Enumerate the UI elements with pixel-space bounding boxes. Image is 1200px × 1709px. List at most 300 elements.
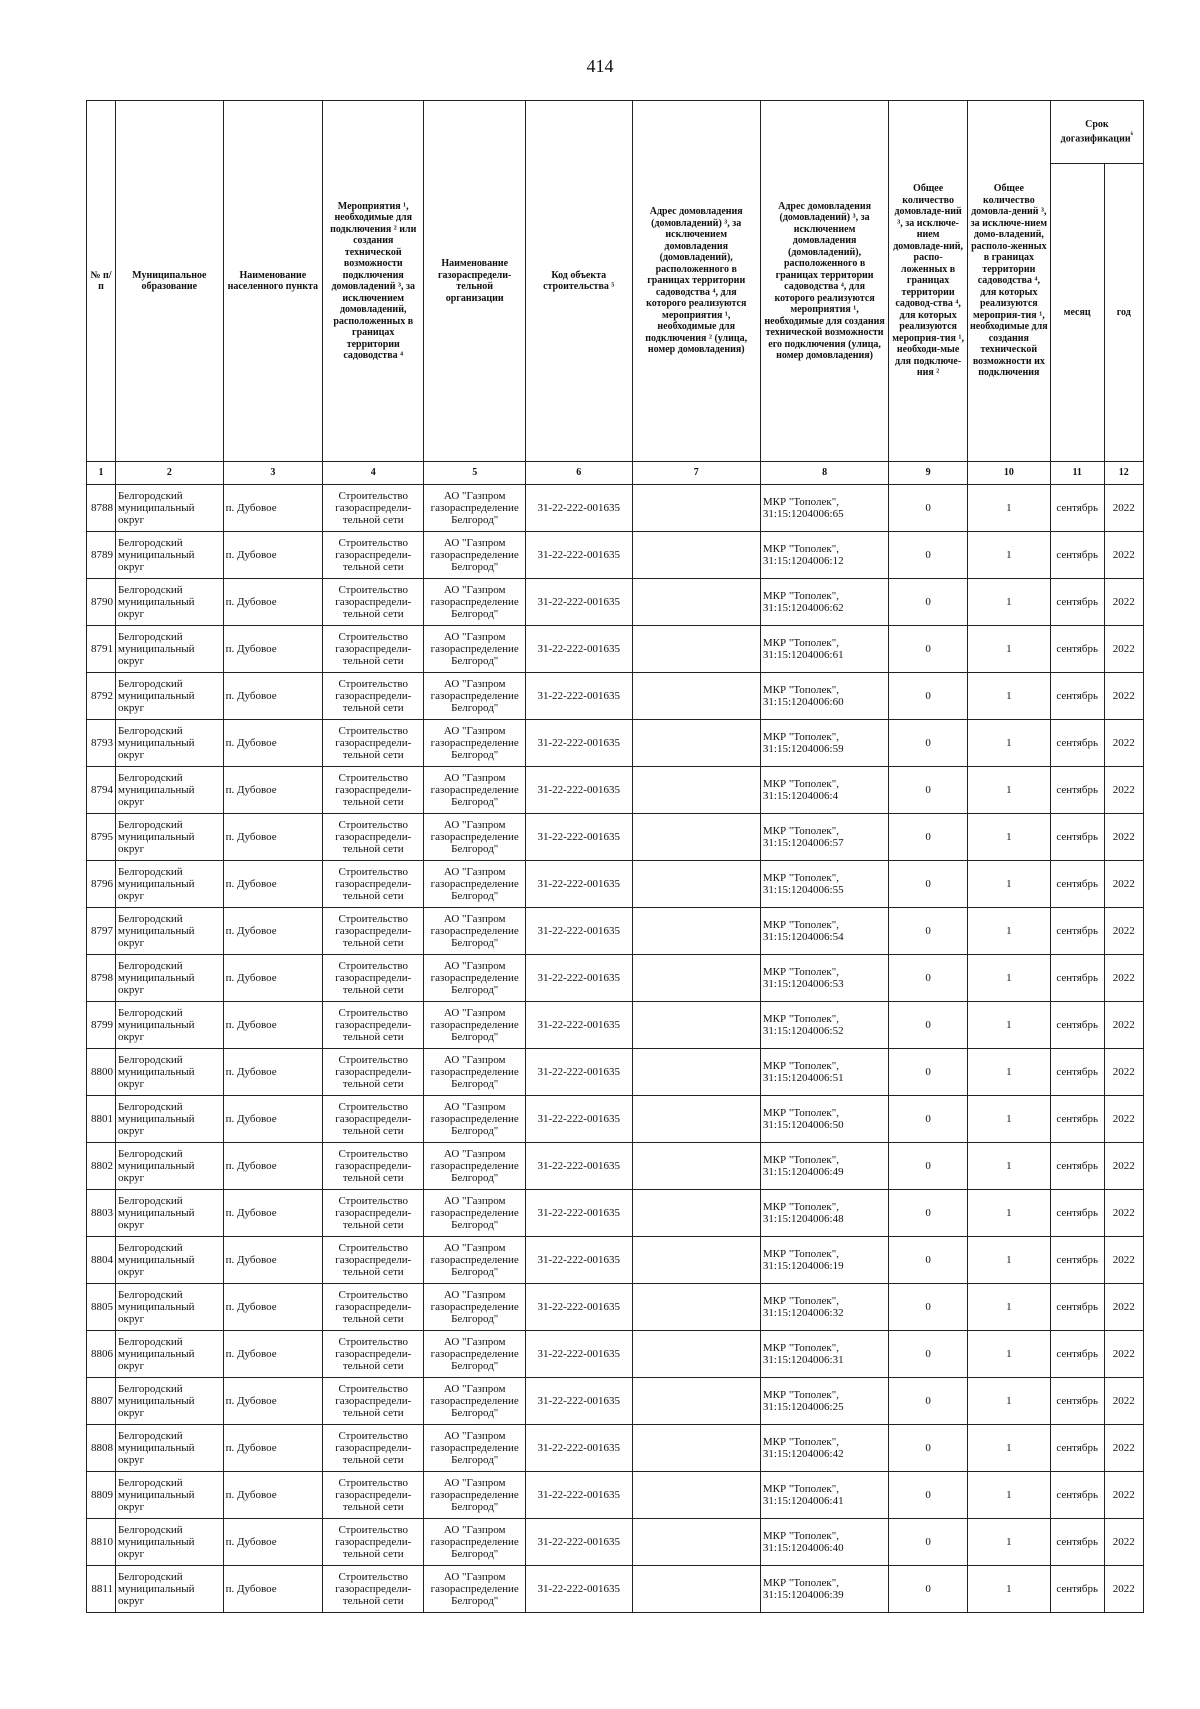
measure-cell: Строительство газораспредели-тельной сети bbox=[323, 673, 424, 720]
settlement-cell: п. Дубовое bbox=[223, 1190, 322, 1237]
municipality-cell: Белгородский муниципальный округ bbox=[115, 532, 223, 579]
object-code-cell: 31-22-222-001635 bbox=[525, 1143, 632, 1190]
column-number: 11 bbox=[1050, 462, 1104, 485]
count-connection-cell: 0 bbox=[889, 1284, 968, 1331]
count-connection-cell: 0 bbox=[889, 1425, 968, 1472]
count-capability-cell: 1 bbox=[967, 814, 1050, 861]
municipality-cell: Белгородский муниципальный округ bbox=[115, 1519, 223, 1566]
municipality-cell: Белгородский муниципальный округ bbox=[115, 1237, 223, 1284]
count-connection-cell: 0 bbox=[889, 1237, 968, 1284]
object-code-cell: 31-22-222-001635 bbox=[525, 485, 632, 532]
count-capability-cell: 1 bbox=[967, 720, 1050, 767]
object-code-cell: 31-22-222-001635 bbox=[525, 1096, 632, 1143]
measure-cell: Строительство газораспредели-тельной сети bbox=[323, 1049, 424, 1096]
address-connection-cell bbox=[632, 861, 760, 908]
year-cell: 2022 bbox=[1104, 1190, 1143, 1237]
count-connection-cell: 0 bbox=[889, 579, 968, 626]
count-capability-cell: 1 bbox=[967, 955, 1050, 1002]
settlement-cell: п. Дубовое bbox=[223, 908, 322, 955]
table-row bbox=[87, 1472, 1144, 1519]
settlement-cell: п. Дубовое bbox=[223, 720, 322, 767]
row-number: 8802 bbox=[87, 1143, 116, 1190]
count-connection-cell: 0 bbox=[889, 1566, 968, 1613]
count-capability-cell: 1 bbox=[967, 1284, 1050, 1331]
column-number: 2 bbox=[115, 462, 223, 485]
year-cell: 2022 bbox=[1104, 673, 1143, 720]
address-capability-cell: МКР "Тополек", 31:15:1204006:57 bbox=[760, 814, 888, 861]
count-connection-cell: 0 bbox=[889, 767, 968, 814]
object-code-cell: 31-22-222-001635 bbox=[525, 767, 632, 814]
settlement-cell: п. Дубовое bbox=[223, 1096, 322, 1143]
row-number: 8804 bbox=[87, 1237, 116, 1284]
gas-org-cell: АО "Газпром газораспределение Белгород" bbox=[424, 955, 525, 1002]
count-capability-cell: 1 bbox=[967, 1143, 1050, 1190]
month-cell: сентябрь bbox=[1050, 767, 1104, 814]
address-capability-cell: МКР "Тополек", 31:15:1204006:62 bbox=[760, 579, 888, 626]
object-code-cell: 31-22-222-001635 bbox=[525, 1425, 632, 1472]
measure-cell: Строительство газораспредели-тельной сети bbox=[323, 626, 424, 673]
measure-cell: Строительство газораспредели-тельной сети bbox=[323, 1425, 424, 1472]
row-number: 8795 bbox=[87, 814, 116, 861]
gas-org-cell: АО "Газпром газораспределение Белгород" bbox=[424, 1190, 525, 1237]
table-row bbox=[87, 861, 1144, 908]
object-code-cell: 31-22-222-001635 bbox=[525, 908, 632, 955]
measure-cell: Строительство газораспредели-тельной сети bbox=[323, 861, 424, 908]
settlement-cell: п. Дубовое bbox=[223, 1143, 322, 1190]
gas-org-cell: АО "Газпром газораспределение Белгород" bbox=[424, 1378, 525, 1425]
month-cell: сентябрь bbox=[1050, 1284, 1104, 1331]
count-connection-cell: 0 bbox=[889, 532, 968, 579]
month-cell: сентябрь bbox=[1050, 861, 1104, 908]
gas-org-cell: АО "Газпром газораспределение Белгород" bbox=[424, 1425, 525, 1472]
measure-cell: Строительство газораспредели-тельной сети bbox=[323, 955, 424, 1002]
address-connection-cell bbox=[632, 814, 760, 861]
municipality-cell: Белгородский муниципальный округ bbox=[115, 720, 223, 767]
count-connection-cell: 0 bbox=[889, 673, 968, 720]
year-cell: 2022 bbox=[1104, 908, 1143, 955]
measure-cell: Строительство газораспредели-тельной сети bbox=[323, 908, 424, 955]
settlement-cell: п. Дубовое bbox=[223, 767, 322, 814]
settlement-cell: п. Дубовое bbox=[223, 1237, 322, 1284]
month-cell: сентябрь bbox=[1050, 1331, 1104, 1378]
count-connection-cell: 0 bbox=[889, 814, 968, 861]
address-connection-cell bbox=[632, 1002, 760, 1049]
settlement-cell: п. Дубовое bbox=[223, 955, 322, 1002]
gas-org-cell: АО "Газпром газораспределение Белгород" bbox=[424, 767, 525, 814]
municipality-cell: Белгородский муниципальный округ bbox=[115, 1378, 223, 1425]
gas-org-cell: АО "Газпром газораспределение Белгород" bbox=[424, 814, 525, 861]
year-cell: 2022 bbox=[1104, 955, 1143, 1002]
header-deadline-group bbox=[1050, 101, 1143, 164]
count-capability-cell: 1 bbox=[967, 1049, 1050, 1096]
count-connection-cell: 0 bbox=[889, 720, 968, 767]
gas-org-cell: АО "Газпром газораспределение Белгород" bbox=[424, 1331, 525, 1378]
municipality-cell: Белгородский муниципальный округ bbox=[115, 626, 223, 673]
month-cell: сентябрь bbox=[1050, 720, 1104, 767]
address-capability-cell: МКР "Тополек", 31:15:1204006:25 bbox=[760, 1378, 888, 1425]
month-cell: сентябрь bbox=[1050, 1378, 1104, 1425]
address-capability-cell: МКР "Тополек", 31:15:1204006:31 bbox=[760, 1331, 888, 1378]
count-capability-cell: 1 bbox=[967, 1096, 1050, 1143]
measure-cell: Строительство газораспредели-тельной сети bbox=[323, 1237, 424, 1284]
count-capability-cell: 1 bbox=[967, 626, 1050, 673]
gas-org-cell: АО "Газпром газораспределение Белгород" bbox=[424, 1049, 525, 1096]
row-number: 8798 bbox=[87, 955, 116, 1002]
gas-org-cell: АО "Газпром газораспределение Белгород" bbox=[424, 485, 525, 532]
address-capability-cell: МКР "Тополек", 31:15:1204006:59 bbox=[760, 720, 888, 767]
count-capability-cell: 1 bbox=[967, 1519, 1050, 1566]
row-number: 8803 bbox=[87, 1190, 116, 1237]
object-code-cell: 31-22-222-001635 bbox=[525, 955, 632, 1002]
row-number: 8791 bbox=[87, 626, 116, 673]
address-capability-cell: МКР "Тополек", 31:15:1204006:51 bbox=[760, 1049, 888, 1096]
municipality-cell: Белгородский муниципальный округ bbox=[115, 861, 223, 908]
measure-cell: Строительство газораспредели-тельной сети bbox=[323, 720, 424, 767]
settlement-cell: п. Дубовое bbox=[223, 1519, 322, 1566]
gas-org-cell: АО "Газпром газораспределение Белгород" bbox=[424, 1237, 525, 1284]
row-number: 8806 bbox=[87, 1331, 116, 1378]
month-cell: сентябрь bbox=[1050, 1237, 1104, 1284]
municipality-cell: Белгородский муниципальный округ bbox=[115, 908, 223, 955]
settlement-cell: п. Дубовое bbox=[223, 1331, 322, 1378]
settlement-cell: п. Дубовое bbox=[223, 485, 322, 532]
table-row bbox=[87, 908, 1144, 955]
count-connection-cell: 0 bbox=[889, 1331, 968, 1378]
column-number: 5 bbox=[424, 462, 525, 485]
year-cell: 2022 bbox=[1104, 1425, 1143, 1472]
table-row bbox=[87, 1331, 1144, 1378]
settlement-cell: п. Дубовое bbox=[223, 1378, 322, 1425]
header-deadline-footnote: ⁶ bbox=[1130, 130, 1134, 140]
address-capability-cell: МКР "Тополек", 31:15:1204006:4 bbox=[760, 767, 888, 814]
count-capability-cell: 1 bbox=[967, 485, 1050, 532]
address-capability-cell: МКР "Тополек", 31:15:1204006:54 bbox=[760, 908, 888, 955]
settlement-cell: п. Дубовое bbox=[223, 626, 322, 673]
measure-cell: Строительство газораспредели-тельной сети bbox=[323, 1519, 424, 1566]
table-row bbox=[87, 1002, 1144, 1049]
gasification-table bbox=[86, 100, 1144, 1613]
header-object-code: Код объекта строительства ⁵ bbox=[525, 101, 632, 462]
count-capability-cell: 1 bbox=[967, 1378, 1050, 1425]
address-capability-cell: МКР "Тополек", 31:15:1204006:12 bbox=[760, 532, 888, 579]
object-code-cell: 31-22-222-001635 bbox=[525, 1002, 632, 1049]
municipality-cell: Белгородский муниципальный округ bbox=[115, 579, 223, 626]
column-number-row bbox=[87, 462, 1144, 485]
address-capability-cell: МКР "Тополек", 31:15:1204006:55 bbox=[760, 861, 888, 908]
table-row bbox=[87, 1237, 1144, 1284]
row-number: 8810 bbox=[87, 1519, 116, 1566]
table-row bbox=[87, 767, 1144, 814]
count-capability-cell: 1 bbox=[967, 1331, 1050, 1378]
month-cell: сентябрь bbox=[1050, 1566, 1104, 1613]
row-number: 8793 bbox=[87, 720, 116, 767]
municipality-cell: Белгородский муниципальный округ bbox=[115, 955, 223, 1002]
header-municipality: Муниципальное образование bbox=[115, 101, 223, 462]
settlement-cell: п. Дубовое bbox=[223, 861, 322, 908]
measure-cell: Строительство газораспредели-тельной сети bbox=[323, 1002, 424, 1049]
address-connection-cell bbox=[632, 1472, 760, 1519]
address-capability-cell: МКР "Тополек", 31:15:1204006:53 bbox=[760, 955, 888, 1002]
gas-org-cell: АО "Газпром газораспределение Белгород" bbox=[424, 1472, 525, 1519]
address-connection-cell bbox=[632, 579, 760, 626]
year-cell: 2022 bbox=[1104, 1519, 1143, 1566]
row-number: 8799 bbox=[87, 1002, 116, 1049]
measure-cell: Строительство газораспредели-тельной сети bbox=[323, 1378, 424, 1425]
year-cell: 2022 bbox=[1104, 814, 1143, 861]
row-number: 8805 bbox=[87, 1284, 116, 1331]
header-num: № п/п bbox=[87, 101, 116, 462]
column-number: 4 bbox=[323, 462, 424, 485]
column-number: 12 bbox=[1104, 462, 1143, 485]
address-capability-cell: МКР "Тополек", 31:15:1204006:48 bbox=[760, 1190, 888, 1237]
month-cell: сентябрь bbox=[1050, 908, 1104, 955]
settlement-cell: п. Дубовое bbox=[223, 1284, 322, 1331]
address-connection-cell bbox=[632, 908, 760, 955]
count-connection-cell: 0 bbox=[889, 1378, 968, 1425]
address-capability-cell: МКР "Тополек", 31:15:1204006:60 bbox=[760, 673, 888, 720]
measure-cell: Строительство газораспредели-тельной сети bbox=[323, 1190, 424, 1237]
row-number: 8790 bbox=[87, 579, 116, 626]
address-connection-cell bbox=[632, 1096, 760, 1143]
measure-cell: Строительство газораспредели-тельной сети bbox=[323, 1566, 424, 1613]
table-row bbox=[87, 1566, 1144, 1613]
count-connection-cell: 0 bbox=[889, 626, 968, 673]
address-connection-cell bbox=[632, 1425, 760, 1472]
year-cell: 2022 bbox=[1104, 579, 1143, 626]
column-number: 9 bbox=[889, 462, 968, 485]
table-row bbox=[87, 1519, 1144, 1566]
municipality-cell: Белгородский муниципальный округ bbox=[115, 1331, 223, 1378]
measure-cell: Строительство газораспредели-тельной сети bbox=[323, 1331, 424, 1378]
settlement-cell: п. Дубовое bbox=[223, 1425, 322, 1472]
table-row bbox=[87, 1284, 1144, 1331]
year-cell: 2022 bbox=[1104, 1096, 1143, 1143]
row-number: 8788 bbox=[87, 485, 116, 532]
year-cell: 2022 bbox=[1104, 1049, 1143, 1096]
municipality-cell: Белгородский муниципальный округ bbox=[115, 814, 223, 861]
object-code-cell: 31-22-222-001635 bbox=[525, 1190, 632, 1237]
month-cell: сентябрь bbox=[1050, 1049, 1104, 1096]
address-connection-cell bbox=[632, 1284, 760, 1331]
settlement-cell: п. Дубовое bbox=[223, 579, 322, 626]
count-capability-cell: 1 bbox=[967, 579, 1050, 626]
gas-org-cell: АО "Газпром газораспределение Белгород" bbox=[424, 1002, 525, 1049]
table-row bbox=[87, 532, 1144, 579]
object-code-cell: 31-22-222-001635 bbox=[525, 814, 632, 861]
column-number: 1 bbox=[87, 462, 116, 485]
month-cell: сентябрь bbox=[1050, 532, 1104, 579]
count-capability-cell: 1 bbox=[967, 1425, 1050, 1472]
count-connection-cell: 0 bbox=[889, 485, 968, 532]
object-code-cell: 31-22-222-001635 bbox=[525, 1237, 632, 1284]
header-year: год bbox=[1104, 164, 1143, 462]
month-cell: сентябрь bbox=[1050, 955, 1104, 1002]
count-capability-cell: 1 bbox=[967, 1566, 1050, 1613]
municipality-cell: Белгородский муниципальный округ bbox=[115, 1425, 223, 1472]
gas-org-cell: АО "Газпром газораспределение Белгород" bbox=[424, 1519, 525, 1566]
count-connection-cell: 0 bbox=[889, 1143, 968, 1190]
count-connection-cell: 0 bbox=[889, 1049, 968, 1096]
count-connection-cell: 0 bbox=[889, 1472, 968, 1519]
column-number: 8 bbox=[760, 462, 888, 485]
header-count-connection: Общее количество домовладе-ний ³, за исключе-нием домовладе-ний, распо-ложенных в границах территории садовод-ства ⁴, для которых реализуются мероприя-тия ¹, необходи-мые для подключе-ния ² bbox=[889, 101, 968, 462]
header-count-capability: Общее количество домовла-дений ³, за исключе-нием домо-владений, располо-женных в границах территории садоводства ⁴, для которых реализуются мероприя-тия ¹, необходимые для создания технической возможности их подключения bbox=[967, 101, 1050, 462]
object-code-cell: 31-22-222-001635 bbox=[525, 1331, 632, 1378]
settlement-cell: п. Дубовое bbox=[223, 814, 322, 861]
table-row bbox=[87, 720, 1144, 767]
year-cell: 2022 bbox=[1104, 485, 1143, 532]
page-number: 414 bbox=[586, 56, 614, 76]
month-cell: сентябрь bbox=[1050, 814, 1104, 861]
measure-cell: Строительство газораспредели-тельной сети bbox=[323, 767, 424, 814]
municipality-cell: Белгородский муниципальный округ bbox=[115, 1049, 223, 1096]
object-code-cell: 31-22-222-001635 bbox=[525, 579, 632, 626]
count-capability-cell: 1 bbox=[967, 1190, 1050, 1237]
settlement-cell: п. Дубовое bbox=[223, 1049, 322, 1096]
count-capability-cell: 1 bbox=[967, 767, 1050, 814]
gas-org-cell: АО "Газпром газораспределение Белгород" bbox=[424, 1096, 525, 1143]
object-code-cell: 31-22-222-001635 bbox=[525, 1378, 632, 1425]
object-code-cell: 31-22-222-001635 bbox=[525, 720, 632, 767]
object-code-cell: 31-22-222-001635 bbox=[525, 1049, 632, 1096]
address-capability-cell: МКР "Тополек", 31:15:1204006:41 bbox=[760, 1472, 888, 1519]
count-capability-cell: 1 bbox=[967, 861, 1050, 908]
measure-cell: Строительство газораспредели-тельной сети bbox=[323, 485, 424, 532]
table-row bbox=[87, 1378, 1144, 1425]
month-cell: сентябрь bbox=[1050, 579, 1104, 626]
address-capability-cell: МКР "Тополек", 31:15:1204006:42 bbox=[760, 1425, 888, 1472]
count-connection-cell: 0 bbox=[889, 861, 968, 908]
gas-org-cell: АО "Газпром газораспределение Белгород" bbox=[424, 1284, 525, 1331]
address-capability-cell: МКР "Тополек", 31:15:1204006:61 bbox=[760, 626, 888, 673]
gas-org-cell: АО "Газпром газораспределение Белгород" bbox=[424, 1566, 525, 1613]
year-cell: 2022 bbox=[1104, 1378, 1143, 1425]
object-code-cell: 31-22-222-001635 bbox=[525, 1519, 632, 1566]
year-cell: 2022 bbox=[1104, 1237, 1143, 1284]
header-address-capability: Адрес домовладения (домовладений) ³, за исключением домовладения (домовладений), расположенного в границах территории садоводства ⁴, для которого реализуются мероприятия ¹, необходимые для создания технической возможности его подключения (улица, номер домовладения) bbox=[760, 101, 888, 462]
municipality-cell: Белгородский муниципальный округ bbox=[115, 1284, 223, 1331]
column-number: 3 bbox=[223, 462, 322, 485]
address-capability-cell: МКР "Тополек", 31:15:1204006:50 bbox=[760, 1096, 888, 1143]
address-connection-cell bbox=[632, 1519, 760, 1566]
month-cell: сентябрь bbox=[1050, 1519, 1104, 1566]
measure-cell: Строительство газораспредели-тельной сети bbox=[323, 814, 424, 861]
row-number: 8789 bbox=[87, 532, 116, 579]
settlement-cell: п. Дубовое bbox=[223, 673, 322, 720]
month-cell: сентябрь bbox=[1050, 1002, 1104, 1049]
row-number: 8796 bbox=[87, 861, 116, 908]
measure-cell: Строительство газораспредели-тельной сети bbox=[323, 1096, 424, 1143]
settlement-cell: п. Дубовое bbox=[223, 1566, 322, 1613]
gas-org-cell: АО "Газпром газораспределение Белгород" bbox=[424, 579, 525, 626]
count-capability-cell: 1 bbox=[967, 1472, 1050, 1519]
year-cell: 2022 bbox=[1104, 1143, 1143, 1190]
header-month: месяц bbox=[1050, 164, 1104, 462]
address-capability-cell: МКР "Тополек", 31:15:1204006:52 bbox=[760, 1002, 888, 1049]
table-body bbox=[87, 485, 1144, 1613]
row-number: 8801 bbox=[87, 1096, 116, 1143]
address-connection-cell bbox=[632, 626, 760, 673]
table-row bbox=[87, 1190, 1144, 1237]
measure-cell: Строительство газораспредели-тельной сети bbox=[323, 1284, 424, 1331]
header-deadline-label: Срок догазификации bbox=[1060, 118, 1131, 145]
row-number: 8808 bbox=[87, 1425, 116, 1472]
table-row bbox=[87, 485, 1144, 532]
table-row bbox=[87, 1143, 1144, 1190]
address-capability-cell: МКР "Тополек", 31:15:1204006:49 bbox=[760, 1143, 888, 1190]
row-number: 8811 bbox=[87, 1566, 116, 1613]
address-capability-cell: МКР "Тополек", 31:15:1204006:40 bbox=[760, 1519, 888, 1566]
year-cell: 2022 bbox=[1104, 1284, 1143, 1331]
year-cell: 2022 bbox=[1104, 720, 1143, 767]
address-connection-cell bbox=[632, 1331, 760, 1378]
address-connection-cell bbox=[632, 955, 760, 1002]
count-capability-cell: 1 bbox=[967, 1237, 1050, 1284]
year-cell: 2022 bbox=[1104, 532, 1143, 579]
gas-org-cell: АО "Газпром газораспределение Белгород" bbox=[424, 908, 525, 955]
table-row bbox=[87, 1096, 1144, 1143]
gas-org-cell: АО "Газпром газораспределение Белгород" bbox=[424, 532, 525, 579]
year-cell: 2022 bbox=[1104, 1566, 1143, 1613]
gas-org-cell: АО "Газпром газораспределение Белгород" bbox=[424, 720, 525, 767]
month-cell: сентябрь bbox=[1050, 485, 1104, 532]
address-connection-cell bbox=[632, 1143, 760, 1190]
measure-cell: Строительство газораспредели-тельной сети bbox=[323, 1143, 424, 1190]
header-settlement: Наименование населенного пункта bbox=[223, 101, 322, 462]
object-code-cell: 31-22-222-001635 bbox=[525, 1472, 632, 1519]
year-cell: 2022 bbox=[1104, 1331, 1143, 1378]
column-number: 7 bbox=[632, 462, 760, 485]
count-connection-cell: 0 bbox=[889, 908, 968, 955]
count-capability-cell: 1 bbox=[967, 908, 1050, 955]
row-number: 8809 bbox=[87, 1472, 116, 1519]
year-cell: 2022 bbox=[1104, 1002, 1143, 1049]
object-code-cell: 31-22-222-001635 bbox=[525, 626, 632, 673]
gas-org-cell: АО "Газпром газораспределение Белгород" bbox=[424, 1143, 525, 1190]
year-cell: 2022 bbox=[1104, 767, 1143, 814]
municipality-cell: Белгородский муниципальный округ bbox=[115, 1096, 223, 1143]
settlement-cell: п. Дубовое bbox=[223, 1002, 322, 1049]
count-capability-cell: 1 bbox=[967, 1002, 1050, 1049]
month-cell: сентябрь bbox=[1050, 1190, 1104, 1237]
count-capability-cell: 1 bbox=[967, 673, 1050, 720]
row-number: 8800 bbox=[87, 1049, 116, 1096]
settlement-cell: п. Дубовое bbox=[223, 532, 322, 579]
header-gas-org: Наименование газораспредели-тельной организации bbox=[424, 101, 525, 462]
year-cell: 2022 bbox=[1104, 1472, 1143, 1519]
address-connection-cell bbox=[632, 720, 760, 767]
object-code-cell: 31-22-222-001635 bbox=[525, 1284, 632, 1331]
measure-cell: Строительство газораспредели-тельной сети bbox=[323, 579, 424, 626]
object-code-cell: 31-22-222-001635 bbox=[525, 861, 632, 908]
municipality-cell: Белгородский муниципальный округ bbox=[115, 1002, 223, 1049]
gas-org-cell: АО "Газпром газораспределение Белгород" bbox=[424, 626, 525, 673]
address-connection-cell bbox=[632, 485, 760, 532]
table-row bbox=[87, 1049, 1144, 1096]
object-code-cell: 31-22-222-001635 bbox=[525, 532, 632, 579]
address-capability-cell: МКР "Тополек", 31:15:1204006:32 bbox=[760, 1284, 888, 1331]
count-connection-cell: 0 bbox=[889, 1190, 968, 1237]
header-measures: Мероприятия ¹, необходимые для подключения ² или создания технической возможности подключения домовладений ³, за исключением домовладений, расположенных в границах территории садоводства ⁴ bbox=[323, 101, 424, 462]
municipality-cell: Белгородский муниципальный округ bbox=[115, 485, 223, 532]
address-connection-cell bbox=[632, 1237, 760, 1284]
month-cell: сентябрь bbox=[1050, 1472, 1104, 1519]
address-connection-cell bbox=[632, 1049, 760, 1096]
object-code-cell: 31-22-222-001635 bbox=[525, 673, 632, 720]
column-number: 10 bbox=[967, 462, 1050, 485]
year-cell: 2022 bbox=[1104, 626, 1143, 673]
month-cell: сентябрь bbox=[1050, 673, 1104, 720]
